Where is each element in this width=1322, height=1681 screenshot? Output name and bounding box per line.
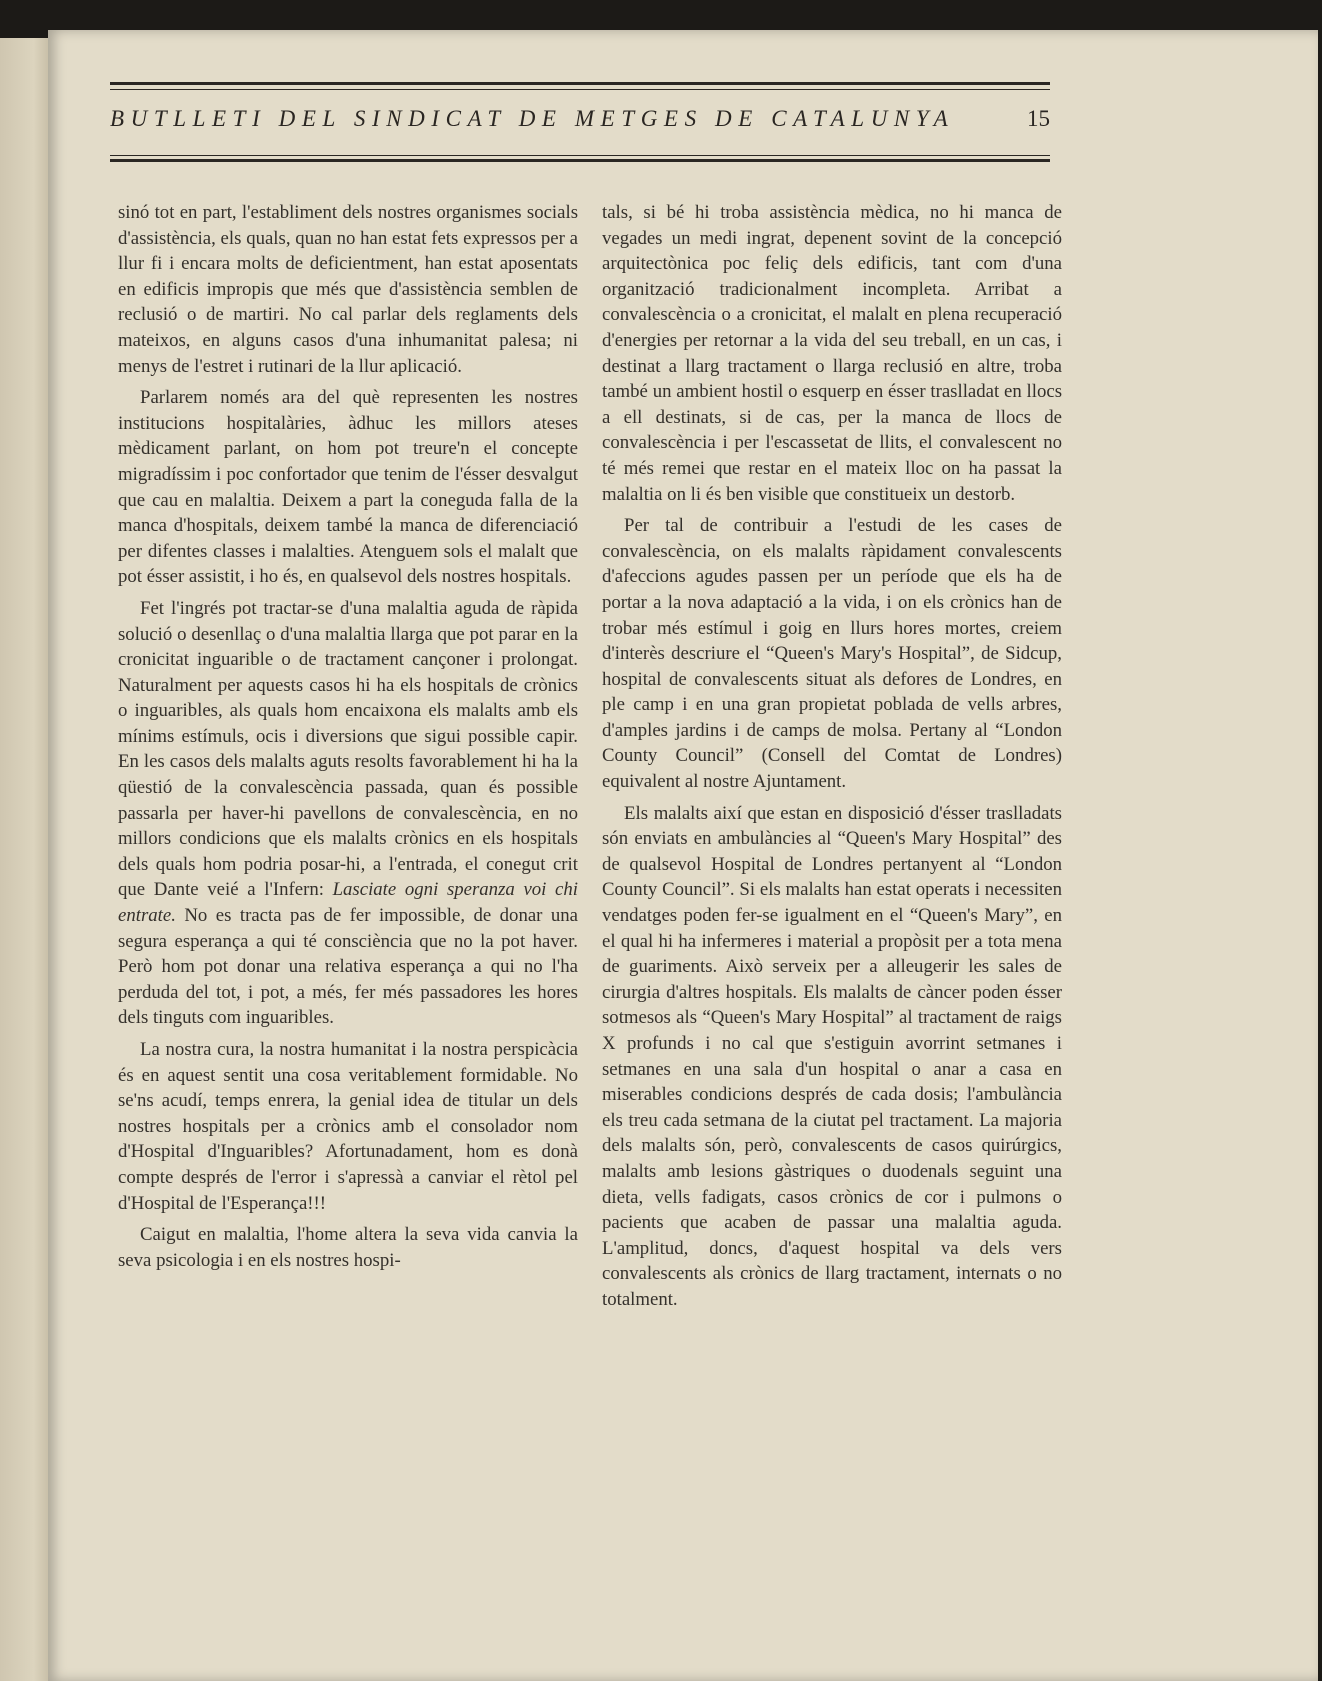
- paragraph: [118, 596, 578, 1031]
- header-rule: [110, 89, 1050, 90]
- paragraph: Caigut en malaltia, l'home altera la seva vida canvia la seva psicologia i en els nostres hospi-: [118, 1224, 578, 1271]
- page-number: 15: [1027, 106, 1050, 131]
- running-title: BUTLLETI DEL SINDICAT DE METGES DE CATALUNYA: [110, 106, 955, 131]
- italic-quote: Lasciate ogni speranza voi chi entrate.: [118, 879, 578, 927]
- left-column: [118, 200, 578, 1279]
- page-header: [110, 82, 1050, 168]
- paragraph: tals, si bé hi troba assistència mèdica, no hi manca de vegades un medi ingrat, depenent sovint de la concepció arquitectònica poc feliç dels edificis, tant com d'una organització tradicionalment incompleta. Arribat a convalescència o a cronicitat, el malalt en plena recuperació d'energies per retornar a la vida del seu treball, en un cas, i destinat a llarg tractament o llarga reclusió en altre, troba també un ambient hostil o esquerp en ésser traslladat en llocs a ell destinats, si de cas, per la manca de llocs de convalescència i per l'escassetat de llits, el convalescent no té més remei que restar en el mateix lloc on ha passat la malaltia on li és ben visible que constitueix un destorb.: [602, 202, 1062, 505]
- header-rule: [110, 82, 1050, 85]
- paragraph: La nostra cura, la nostra humanitat i la nostra perspicàcia és en aquest sentit una cosa veritablement formidable. No se'ns acudí, temps enrera, la genial idea de titular un dels nostres hospitals per a crònics amb el consolador nom d'Hospital d'Inguaribles? Afortunadament, hom es donà compte després de l'error i s'apressà a canviar el rètol pel d'Hospital de l'Esperança!!!: [118, 1039, 578, 1214]
- right-column: [602, 200, 1062, 1319]
- paragraph-text: No es tracta pas de fer impossible, de donar una segura esperança a qui té consciència que no la pot haver. Però hom pot donar una relativa esperança a qui no l'ha perduda del tot, i pot, a més, fer més passadores les hores dels tinguts com inguaribles.: [118, 905, 578, 1029]
- paragraph: sinó tot en part, l'establiment dels nostres organismes socials d'assistència, els quals, quan no han estat fets expressos per a llur fi i encara molts de deficientment, han estat aposentats en edificis impropis que més que d'assistència semblen de reclusió o de martiri. No cal parlar dels reglaments dels mateixos, en alguns casos d'una inhumanitat palesa; ni menys de l'estret i rutinari de la llur aplicació.: [118, 202, 578, 377]
- paragraph: Els malalts així que estan en disposició d'ésser traslladats són enviats en ambulàncies al “Queen's Mary Hospital” des de qualsevol Hospital de Londres pertanyent al “London County Council”. Si els malalts han estat operats i necessiten vendatges poden fer-se igualment en el “Queen's Mary”, en el qual hi ha infermeres i material a propòsit per a tota mena de guariments. Això serveix per a alleugerir les sales de cirurgia d'altres hospitals. Els malalts de càncer poden ésser sotmesos als “Queen's Mary Hospital” al tractament de raigs X profunds i no cal que s'estiguin avorrint setmanes i setmanes en una sala d'un hospital o anar a casa en miserables condicions després de cada dosis; l'ambulància els treu cada setmana de la ciutat pel tractament. La majoria dels malalts són, però, convalescents de casos quirúrgics, malalts amb lesions gàstriques o duodenals seguint una dieta, vells fadigats, casos crònics de cor i pulmons o pacients que acaben de passar una malaltia aguda. L'amplitud, doncs, d'aquest hospital va dels vers convalescents als crònics de llarg tractament, internats o no totalment.: [602, 802, 1062, 1310]
- paragraph-text: Fet l'ingrés pot tractar-se d'una malaltia aguda de ràpida solució o desenllaç o d'una malaltia llarga que pot parar en la cronicitat inguarible o de tractament cançoner i prolongat. Naturalment per aquests casos hi ha els hospitals de crònics o inguaribles, als quals hom encaixona els malalts amb els mínims estímuls, ocis i diversions que sigui possible capir. En les casos dels malalts aguts resolts favorablement hi ha la qüestió de la convalescència passada, quan és possible passarla per haver-hi pavellons de convalescència, en no millors condicions que els malalts crònics en els hospitals dels quals hom podria posar-hi, a l'entrada, el conegut crit que Dante veié a l'Infern:: [118, 597, 578, 901]
- header-rule: [110, 155, 1050, 156]
- paragraph: Per tal de contribuir a l'estudi de les cases de convalescència, on els malalts ràpidament convalescents d'afeccions agudes passen per un període que els ha de portar a la nova adaptació a la vida, i on els crònics han de trobar més estímul i goig en llurs hores mortes, creiem d'interès descriure el “Queen's Mary's Hospital”, de Sidcup, hospital de convalescents situat als defores de Londres, en ple camp i en una gran propietat poblada de vells arbres, d'amples jardins i de camps de molsa. Pertany al “London County Council” (Consell del Comtat de Londres) equivalent al nostre Ajuntament.: [602, 515, 1062, 793]
- left-page-edge: [0, 38, 48, 1681]
- header-rule: [110, 159, 1050, 162]
- paragraph: Parlarem només ara del què representen les nostres institucions hospitalàries, àdhuc les millors ateses mèdicament parlant, on hom pot treure'n el concepte migradíssim i poc confortador que tenim de l'ésser desvalgut que cau en malaltia. Deixem a part la coneguda falla de la manca d'hospitals, deixem també la manca de diferenciació per difentes classes i malalties. Atenguem sols el malalt que pot ésser assistit, i ho és, en qualsevol dels nostres hospitals.: [118, 387, 578, 588]
